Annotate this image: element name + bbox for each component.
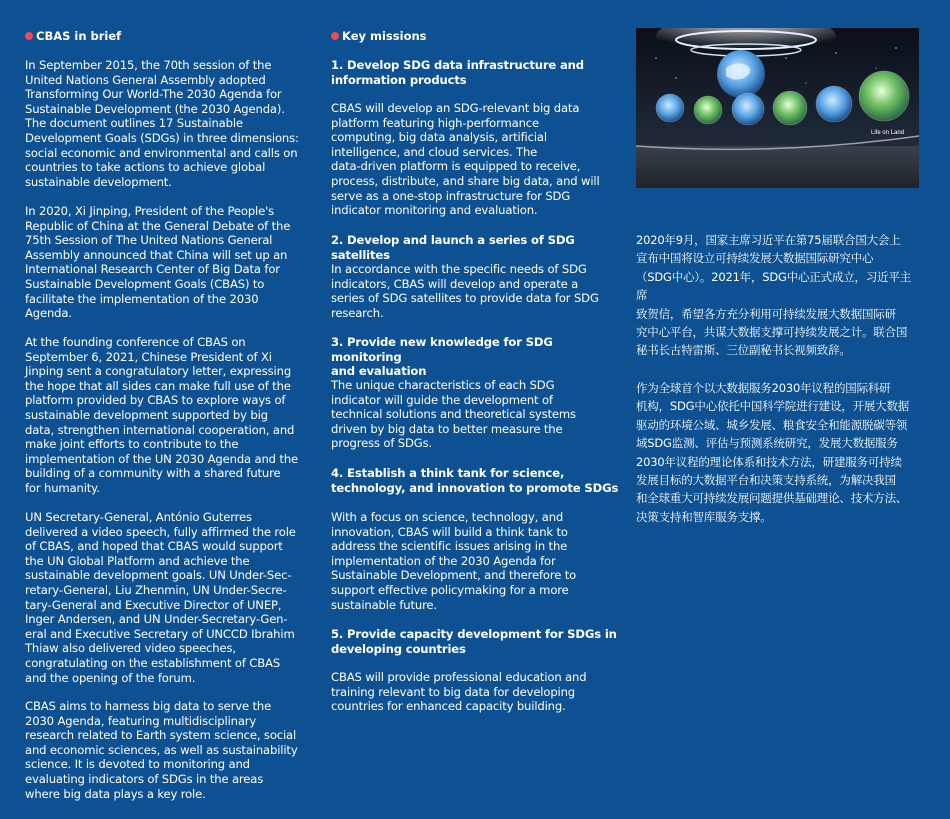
mission-body: With a focus on science, technology, and innovation, CBAS will build a think tank to address the scientific issues arising in the implementation of the 2030 Agenda for Sustainable Development, and therefore to support effective policymaking for a more sustainable future. [331, 510, 577, 612]
mission-title: 5. Provide capacity development for SDGs in developing countries [331, 627, 617, 656]
missions-heading-text: Key missions [342, 29, 427, 43]
mission-body: The unique characteristics of each SDG indicator will guide the development of technical solutions and theoretical systems driven by big data to better measure the progress of SDGs. [331, 378, 576, 451]
red-bullet-icon [25, 32, 33, 40]
brief-paragraph: At the founding conference of CBAS on September 6, 2021, Chinese President of Xi Jinping sent a congratulatory letter, expressing the hope that all sides can make full use of the platform provided by CBAS to explore ways of sustainable development supported by big data, strengthen international cooperation, and make joint efforts to contribute to the implementation of the UN 2030 Agenda and the building of a community with a shared future for humanity. [25, 335, 298, 495]
mission-body: CBAS will provide professional education and training relevant to big data for developing countries for enhanced capacity building. [331, 670, 587, 714]
mission-title: 4. Establish a think tank for science, technology, and innovation to promote SDGs [331, 466, 619, 495]
brief-paragraph: CBAS aims to harness big data to serve the 2030 Agenda, featuring multidisciplinary research related to Earth system science, social and economic sciences, as well as sustainability science. It is devoted to monitoring and evaluating indicators of SDGs in the areas where big data plays a key role. [25, 699, 298, 801]
mission-body: In accordance with the specific needs of SDG indicators, CBAS will develop and operate a series of SDG satellites to provide data for SDG research. [331, 262, 599, 320]
globe-exhibition-illustration [636, 28, 919, 188]
brief-paragraph: UN Secretary-General, António Guterres delivered a video speech, fully affirmed the role of CBAS, and hoped that CBAS would support the UN Global Platform and achieve the sustainable development goals. UN Under-Sec- retary-General, Liu Zhenmin, UN Under-Secre- tary-General and Executive Director of UNEP, Inger Andersen, and UN Under-Secretary-Gen- eral and Executive Secretary of UNCCD Ibrahim Thiaw also delivered video speeches, congratulating on the establishment of CBAS and the opening of the forum. [25, 510, 296, 685]
brief-heading-text: CBAS in brief [36, 29, 122, 43]
brief-paragraph: In September 2015, the 70th session of the United Nations General Assembly adopted Transforming Our World-The 2030 Agenda for Sustainable Development (the 2030 Agenda). The document outlines 17 Sustainable Development Goals (SDGs) in three dimensions: social economic and environmental and calls on countries to take actions to achieve global sustainable development. [25, 58, 299, 189]
chinese-paragraph: 2020年9月，国家主席习近平在第75届联合国大会上 宣布中国将设立可持续发展大数据国际研究中心 （SDG中心）。2021年，SDG中心正式成立，习近平主席 致贺信，希望各方充分利用可持续发展大数据国际研 究中心平台，共谋大数据支撑可持续发展之计。联合国 秘书长古特雷斯、三位副秘书长视频致辞。 [636, 233, 912, 358]
photo-sign-text: Life on Land [871, 130, 905, 136]
chinese-paragraph: 作为全球首个以大数据服务2030年议程的国际科研 机构，SDG中心依托中国科学院进行建设，开展大数据 驱动的环境公域、城乡发展、粮食安全和能源脱碳等领 域SDG监测、评估与预测系统研究，发展大数据服务 2030年议程的理论体系和技术方法，研建服务可持续 发展目标的大数据平台和决策支持系统，为解决我国 和全球重大可持续发展问题提供基础理论、技术方法、 决策支持和智库服务支撑。 [636, 381, 910, 524]
missions-heading [331, 29, 427, 43]
brief-heading [25, 29, 121, 43]
globe-exhibition-photo [636, 28, 919, 188]
brief-paragraph: In 2020, Xi Jinping, President of the People's Republic of China at the General Debate of the 75th Session of The United Nations General Assembly announced that China will set up an International Research Center of Big Data for Sustainable Development Goals (CBAS) to facilitate the implementation of the 2030 Agenda. [25, 204, 291, 321]
red-bullet-icon [331, 32, 339, 40]
mission-body: CBAS will develop an SDG-relevant big data platform featuring high-performance computing, big data analysis, artificial intelligence, and cloud services. The data-driven platform is equipped to receive, process, distribute, and share big data, and will serve as a one-stop infrastructure for SDG indicator monitoring and evaluation. [331, 101, 600, 218]
mission-title: 1. Develop SDG data infrastructure and information products [331, 58, 584, 87]
mission-title: 3. Provide new knowledge for SDG monitoring and evaluation [331, 335, 553, 379]
mission-title: 2. Develop and launch a series of SDG satellites [331, 233, 575, 262]
